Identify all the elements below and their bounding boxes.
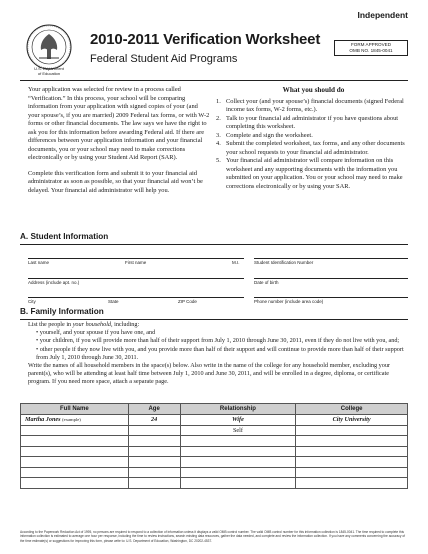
- step-number: 1.: [216, 97, 221, 105]
- example-college-cell: City University: [296, 415, 408, 426]
- name-cell[interactable]: [21, 446, 129, 457]
- omb-number: OMB NO. 1845-0041: [349, 48, 393, 53]
- first-name-label: First name: [125, 260, 147, 265]
- age-cell[interactable]: [128, 446, 180, 457]
- college-cell[interactable]: [296, 425, 408, 436]
- what-you-should-do-heading: What you should do: [282, 86, 345, 94]
- name-cell[interactable]: [21, 467, 129, 478]
- step-text: Your financial aid administrator will compare information on this worksheet and any supporting documents with the information you submitted on your application. You or your school may need to make corrections electronically or by using your SAR.: [226, 157, 403, 190]
- name-cell[interactable]: [21, 425, 129, 436]
- example-name-cell: Martha Jones (example): [21, 415, 129, 426]
- page-subtitle: Federal Student Aid Programs: [90, 53, 238, 65]
- bullet-children: • your children, if you will provide more than half of their support from July 1, 2010 through June 30, 2011, even if they do not live with you, and;: [36, 337, 400, 345]
- step-text: Collect your (and your spouse’s) financial documents (signed Federal income tax forms, W-2 forms, etc.).: [226, 97, 404, 113]
- step-number: 5.: [216, 157, 221, 164]
- table-header-row: [21, 404, 408, 415]
- household-instructions: Write the names of all household members in the space(s) below. Also write in the name of the college for any household member, excluding your parent(s), who will be attending at least half time between July 1, 2010 and June 30, 2011, and will be enrolled in a degree, diploma, or certificate program. If you need more space, attach a separate page.: [28, 362, 390, 386]
- header-full-name: Full Name: [21, 404, 129, 415]
- department-seal-icon: [26, 24, 72, 70]
- relationship-cell[interactable]: [180, 436, 296, 447]
- phone-label: Phone number (include area code): [254, 299, 324, 304]
- example-age-cell: 24: [128, 415, 180, 426]
- bullet-other-people: • other people if they now live with you, and you provide more than half of their support and will continue to provide more than half of their support from July 1, 2010 through June 30, 2011.: [36, 345, 404, 361]
- college-cell[interactable]: [296, 446, 408, 457]
- address-field-line[interactable]: [28, 278, 244, 279]
- bullet-yourself: • yourself, and your spouse if you have one, and: [36, 329, 156, 337]
- table-row: [21, 436, 408, 447]
- step-text: Submit the completed worksheet, tax forms, and any other documents your school requests to your financial aid administrator.: [226, 140, 405, 156]
- college-cell[interactable]: [296, 478, 408, 489]
- intro-paragraph-2: Complete this verification form and submit it to your financial aid administrator as soon as possible, so that your financial aid won’t be delayed. Your financial aid administrator will help you.: [28, 169, 203, 194]
- household-intro: List the people in your household, including:: [28, 321, 140, 328]
- relationship-cell[interactable]: [180, 478, 296, 489]
- example-row: [21, 415, 408, 426]
- section-a-heading: A. Student Information: [20, 232, 408, 245]
- example-relationship-cell: Wife: [180, 415, 296, 426]
- relationship-cell[interactable]: Self: [180, 425, 296, 436]
- relationship-cell[interactable]: [180, 467, 296, 478]
- last-name-label: Last name: [28, 260, 50, 265]
- name-cell[interactable]: [21, 436, 129, 447]
- family-instructions: [28, 321, 410, 387]
- step-text: Complete and sign the worksheet.: [226, 131, 313, 139]
- header-relationship: Relationship: [180, 404, 296, 415]
- step-item: [216, 157, 411, 191]
- intro-right-column: [216, 86, 411, 191]
- relationship-cell[interactable]: [180, 446, 296, 457]
- step-item: [216, 115, 411, 132]
- state-label: State: [108, 299, 119, 304]
- age-cell[interactable]: [128, 425, 180, 436]
- step-number: 3.: [216, 131, 221, 139]
- header-divider: [20, 80, 408, 81]
- city-state-zip-field-line[interactable]: [28, 297, 244, 298]
- step-text: Talk to your financial aid administrator if you have questions about completing this worksheet.: [226, 114, 399, 130]
- sid-field-line[interactable]: [254, 258, 408, 259]
- college-cell[interactable]: [296, 457, 408, 468]
- age-cell[interactable]: [128, 467, 180, 478]
- step-item: [216, 132, 411, 141]
- header-age: Age: [128, 404, 180, 415]
- age-cell[interactable]: [128, 436, 180, 447]
- seal-caption: U.S. Department of Education: [34, 66, 64, 76]
- omb-approval-box: [334, 40, 408, 56]
- middle-initial-label: M.I.: [232, 260, 240, 265]
- age-cell[interactable]: [128, 478, 180, 489]
- dob-field-line[interactable]: [254, 278, 408, 279]
- step-number: 4.: [216, 140, 221, 147]
- name-cell[interactable]: [21, 478, 129, 489]
- name-field-line[interactable]: [28, 258, 244, 259]
- household-table: [20, 403, 408, 489]
- city-label: City: [28, 299, 36, 304]
- student-id-label: Student Identification Number: [254, 260, 314, 265]
- section-b-heading: B. Family Information: [20, 307, 408, 320]
- phone-field-line[interactable]: [254, 297, 408, 298]
- age-cell[interactable]: [128, 457, 180, 468]
- name-cell[interactable]: [21, 457, 129, 468]
- college-cell[interactable]: [296, 436, 408, 447]
- table-row: [21, 478, 408, 489]
- table-row: [21, 457, 408, 468]
- dob-label: Date of birth: [254, 280, 279, 285]
- intro-left-column: [28, 86, 210, 202]
- zip-label: ZIP Code: [178, 299, 197, 304]
- relationship-cell[interactable]: [180, 457, 296, 468]
- step-number: 2.: [216, 114, 221, 122]
- table-row: [21, 425, 408, 436]
- form-approved-label: FORM APPROVED: [350, 42, 392, 47]
- address-label: Address (include apt. no.): [28, 280, 80, 285]
- step-item: [216, 98, 411, 115]
- intro-paragraph-1: Your application was selected for review in a process called “Verification.” In this process, your school will be comparing information from your application with signed copies of your (and your spouse’s, if you are married) 2009 Federal tax forms, or with W-2 forms or other financial documents. The law says we have the right to ask you for this information before awarding Federal aid. If there are differences between your application information and your financial documents, you or your school may need to make corrections electronically or by using your Student Aid Report (SAR).: [28, 86, 210, 161]
- college-cell[interactable]: [296, 467, 408, 478]
- independent-label: Independent: [357, 10, 408, 20]
- table-row: [21, 467, 408, 478]
- page-title: 2010-2011 Verification Worksheet: [90, 31, 321, 48]
- table-row: [21, 446, 408, 457]
- step-item: [216, 140, 411, 157]
- header-college: College: [296, 404, 408, 415]
- steps-list: [216, 98, 411, 192]
- paperwork-reduction-notice: According to the Paperwork Reduction Act of 1995, no persons are required to respond to a collection of information unless it displays a valid OMB control number. The valid OMB control number for this information collection is 1845-0041. The time required to complete this information collection is estimated to average one hour per response, including the time to review instructions, search existing data resources, gather the data needed, and complete and review the information collection. If you have any comments concerning the accuracy of the time estimate(s) or suggestions for improving this form, please write to: U.S. Department of Education, Washington, DC 20202-4537.: [20, 530, 406, 543]
